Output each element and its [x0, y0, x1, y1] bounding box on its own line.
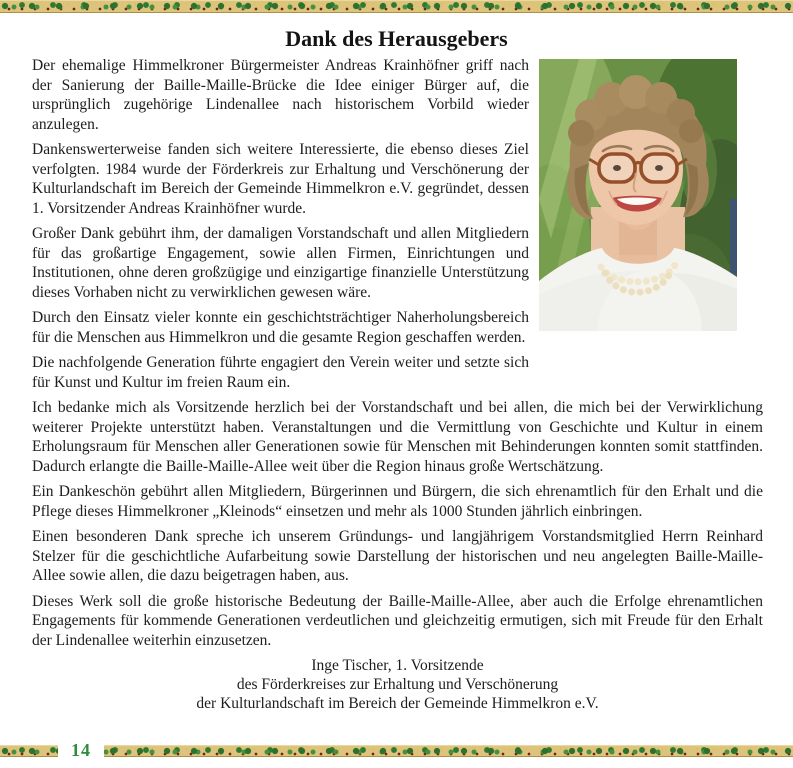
- body-paragraph: Die nachfolgende Generation führte engagiert den Verein weiter und setzte sich für Kunst und Kultur im freien Raum ein.: [32, 354, 529, 391]
- page-number-box: [58, 737, 104, 764]
- body-paragraph: Durch den Einsatz vieler konnte ein geschichtsträchtiger Naherholungsbereich für die Menschen aus Himmelkron und die gesamte Region geschaffen werden.: [32, 309, 529, 346]
- decorative-border-top: [0, 0, 793, 13]
- body-paragraph: Ich bedanke mich als Vorsitzende herzlich bei der Vorstandschaft und bei allen, die mich bei der Verwirklichung weiterer Projekte unterstützt haben. Veranstaltungen und die Vermittlung von Geschichte und Kultur in einem Erholungsraum für Menschen aller Generationen sowie für Menschen mit Behinderungen konnten somit stattfinden. Dadurch erlangte die Baille-Maille-Allee weit über die Region hinaus große Wertschätzung.: [32, 399, 763, 475]
- body-paragraph: Ein Dankeschön gebührt allen Mitgliedern, Bürgerinnen und Bürgern, die sich ehrenamtlich für den Erhalt und die Pflege dieses Himmelkroner „Kleinods“ einsetzen und mehr als 1000 Stunden jährlich einbringen.: [32, 483, 763, 520]
- portrait-photo: [539, 59, 737, 331]
- signature-line: der Kulturlandschaft im Bereich der Gemeinde Himmelkron e.V.: [196, 695, 599, 712]
- page-number: 14: [71, 740, 91, 760]
- decorative-border-bottom: [0, 745, 793, 757]
- page-title: Dank des Herausgebers: [285, 26, 508, 51]
- portrait-photo-illustration: [539, 59, 737, 331]
- body-paragraph: Dankenswerterweise fanden sich weitere Interessierte, die ebenso dieses Ziel verfolgten. 1984 wurde der Förderkreis zur Erhaltung und Verschönerung der Kulturlandschaft im Bereich der Gemeinde Himmelkron e.V. gegründet, dessen 1. Vorsitzender Andreas Krainhöfner wurde.: [32, 141, 529, 217]
- body-paragraph: Der ehemalige Himmelkroner Bürgermeister Andreas Krainhöfner griff nach der Sanierung der Baille-Maille-Brücke die Idee einiger Bürger auf, die ursprünglich zugehörige Lindenallee nach historischem Vorbild wieder anzulegen.: [32, 57, 529, 133]
- signature-block: [32, 656, 763, 713]
- body-paragraph: Großer Dank gebührt ihm, der damaligen Vorstandschaft und allen Mitgliedern für das großartige Engagement, sowie allen Firmen, Einrichtungen und Institutionen, ohne deren großzügige und einzigartige finanzielle Unterstützung dieses Vorhaben nicht zu verwirklichen gewesen wäre.: [32, 225, 529, 301]
- body-paragraph: Einen besonderen Dank spreche ich unserem Gründungs- und langjährigem Vorstandsmitglied Herrn Reinhard Stelzer für die geschichtliche Aufarbeitung sowie Darstellung der historischen und neu angelegten Baille-Maille-Allee sowie allen, die dazu beigetragen haben, aus.: [32, 528, 763, 584]
- signature-line: Inge Tischer, 1. Vorsitzende: [311, 657, 484, 674]
- body-paragraph: Dieses Werk soll die große historische Bedeutung der Baille-Maille-Allee, aber auch die Erfolge ehrenamtlichen Engagements für kommende Generationen verdeutlichen und gleichzeitig ermutigen, sich mit Freude für den Erhalt der Lindenallee weiterhin einzusetzen.: [32, 592, 763, 649]
- signature-line: des Förderkreises zur Erhaltung und Verschönerung: [236, 676, 559, 693]
- page-body: [32, 56, 763, 713]
